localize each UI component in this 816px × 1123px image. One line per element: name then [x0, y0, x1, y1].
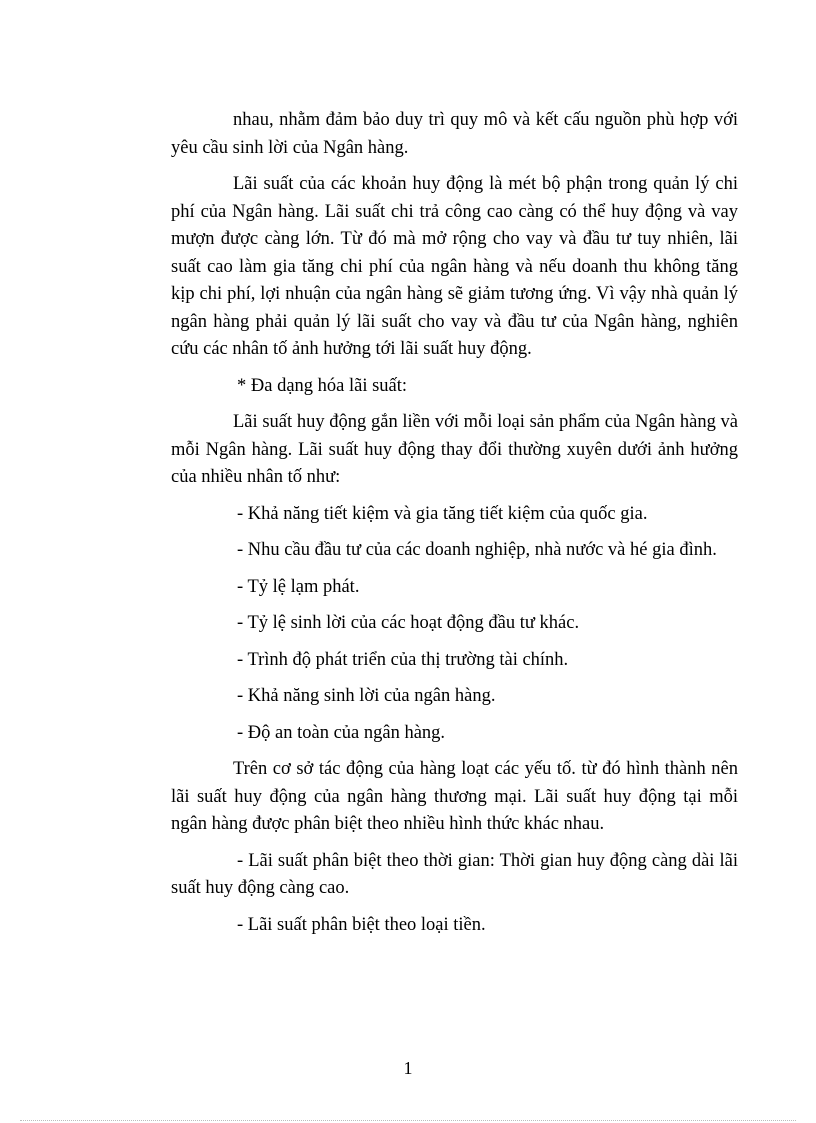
list-item: - Lãi suất phân biệt theo loại tiền. — [237, 914, 486, 935]
paragraph: Lãi suất của các khoản huy động là mét bộ phận trong quản lý chi phí của Ngân hàng. Lãi suất chi trả công cao càng có thể huy động và vay mượn được càng lớn. Từ đó mà mở rộng cho vay và đầu tư tuy nhiên, lãi suất cao làm gia tăng chi phí của ngân hàng và nếu doanh thu không tăng kịp chi phí, lợi nhuận của ngân hàng sẽ giảm tương ứng. Vì vậy nhà quản lý ngân hàng phải quản lý lãi suất cho vay và đầu tư của Ngân hàng, nghiên cứu các nhân tố ảnh hưởng tới lãi suất huy động. — [171, 174, 738, 359]
list-item: - Khả năng tiết kiệm và gia tăng tiết kiệm của quốc gia. — [237, 503, 648, 524]
section-heading: * Đa dạng hóa lãi suất: — [237, 375, 408, 396]
list-item: - Nhu cầu đầu tư của các doanh nghiệp, nhà nước và hé gia đình. — [237, 540, 717, 560]
list-item: - Trình độ phát triển của thị trường tài chính. — [237, 649, 569, 670]
paragraph: Trên cơ sở tác động của hàng loạt các yếu tố. từ đó hình thành nên lãi suất huy động của ngân hàng thương mại. Lãi suất huy động tại mỗi ngân hàng được phân biệt theo nhiều hình thức khác nhau. — [171, 759, 738, 834]
page-number: 1 — [403, 1058, 413, 1078]
list-item: - Lãi suất phân biệt theo thời gian: Thời gian huy động càng dài lãi suất huy động càng cao. — [171, 850, 738, 898]
list-item: - Tỷ lệ sinh lời của các hoạt động đầu tư khác. — [237, 613, 580, 633]
paragraph: nhau, nhằm đảm bảo duy trì quy mô và kết cấu nguồn phù hợp với yêu cầu sinh lời của Ngân hàng. — [171, 110, 738, 158]
page-body — [171, 107, 738, 948]
page-bottom-divider — [20, 1120, 796, 1121]
paragraph: Lãi suất huy động gắn liền với mỗi loại sản phẩm của Ngân hàng và mỗi Ngân hàng. Lãi suất huy động thay đổi thường xuyên dưới ảnh hưởng của nhiều nhân tố như: — [171, 412, 738, 487]
list-item: - Độ an toàn của ngân hàng. — [237, 722, 446, 743]
list-item: - Tỷ lệ lạm phát. — [237, 576, 360, 597]
list-item: - Khả năng sinh lời của ngân hàng. — [237, 686, 496, 706]
